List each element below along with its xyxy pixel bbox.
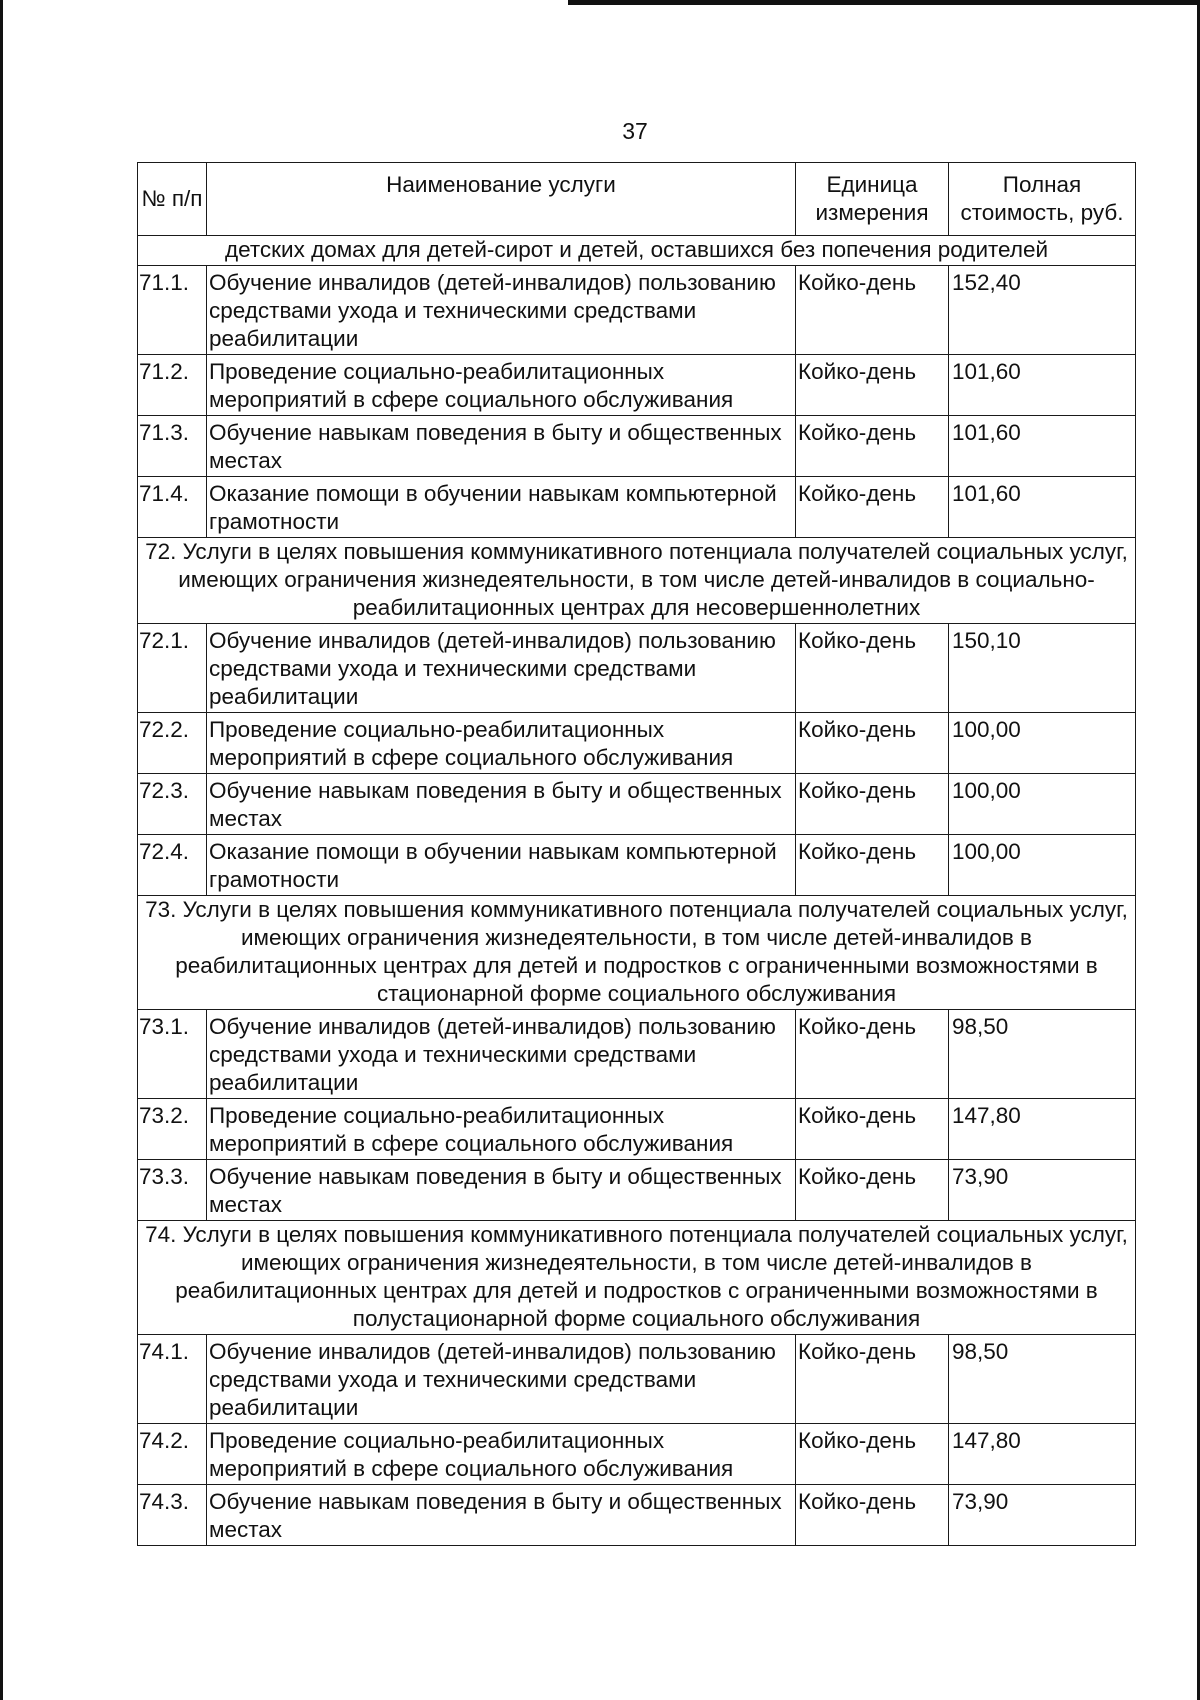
service-name: Проведение социально-реабилитационных мероприятий в сфере социального обслуживания (207, 713, 796, 774)
services-price-table (137, 162, 1136, 1546)
service-number: 73.2. (138, 1099, 207, 1160)
service-number: 72.4. (138, 835, 207, 896)
service-number: 74.3. (138, 1485, 207, 1546)
table-body (138, 236, 1136, 1546)
full-cost: 98,50 (949, 1010, 1136, 1099)
table-row (138, 713, 1136, 774)
service-name: Оказание помощи в обучении навыкам компьютерной грамотности (207, 835, 796, 896)
service-name: Проведение социально-реабилитационных мероприятий в сфере социального обслуживания (207, 1424, 796, 1485)
service-name: Обучение навыкам поведения в быту и общественных местах (207, 1160, 796, 1221)
service-number: 72.2. (138, 713, 207, 774)
service-name: Обучение навыкам поведения в быту и общественных местах (207, 774, 796, 835)
service-name: Обучение инвалидов (детей-инвалидов) пользованию средствами ухода и техническими средствами реабилитации (207, 266, 796, 355)
service-number: 74.2. (138, 1424, 207, 1485)
header-num: № п/п (138, 163, 207, 236)
section-row (138, 538, 1136, 624)
table-row (138, 477, 1136, 538)
header-name: Наименование услуги (207, 163, 796, 236)
section-heading: 73. Услуги в целях повышения коммуникативного потенциала получателей социальных услуг, имеющих ограничения жизнедеятельности, в том числе детей-инвалидов в реабилитационных центрах для детей и подростков с ограниченными возможностями в стационарной форме социального обслуживания (138, 896, 1136, 1010)
table-header-row (138, 163, 1136, 236)
unit-of-measure: Койко-день (796, 624, 949, 713)
service-number: 73.3. (138, 1160, 207, 1221)
table-row (138, 835, 1136, 896)
service-number: 72.1. (138, 624, 207, 713)
unit-of-measure: Койко-день (796, 1010, 949, 1099)
full-cost: 101,60 (949, 355, 1136, 416)
full-cost: 101,60 (949, 477, 1136, 538)
scan-edge-left (0, 0, 3, 1700)
service-name: Оказание помощи в обучении навыкам компьютерной грамотности (207, 477, 796, 538)
full-cost: 100,00 (949, 713, 1136, 774)
unit-of-measure: Койко-день (796, 355, 949, 416)
service-number: 71.1. (138, 266, 207, 355)
full-cost: 100,00 (949, 835, 1136, 896)
section-heading: детских домах для детей-сирот и детей, оставшихся без попечения родителей (138, 236, 1136, 266)
unit-of-measure: Койко-день (796, 774, 949, 835)
unit-of-measure: Койко-день (796, 835, 949, 896)
unit-of-measure: Койко-день (796, 1485, 949, 1546)
page-number: 37 (622, 118, 648, 144)
service-number: 73.1. (138, 1010, 207, 1099)
service-number: 71.2. (138, 355, 207, 416)
service-name: Обучение инвалидов (детей-инвалидов) пользованию средствами ухода и техническими средствами реабилитации (207, 1335, 796, 1424)
service-name: Обучение навыкам поведения в быту и общественных местах (207, 1485, 796, 1546)
table-row (138, 266, 1136, 355)
service-number: 71.4. (138, 477, 207, 538)
unit-of-measure: Койко-день (796, 1424, 949, 1485)
section-heading: 72. Услуги в целях повышения коммуникативного потенциала получателей социальных услуг, имеющих ограничения жизнедеятельности, в том числе детей-инвалидов в социально-реабилитационных центрах для несовершеннолетних (138, 538, 1136, 624)
unit-of-measure: Койко-день (796, 1099, 949, 1160)
table-row (138, 1010, 1136, 1099)
table-row (138, 624, 1136, 713)
full-cost: 152,40 (949, 266, 1136, 355)
full-cost: 100,00 (949, 774, 1136, 835)
section-row (138, 236, 1136, 266)
header-price: Полная стоимость, руб. (949, 163, 1136, 236)
unit-of-measure: Койко-день (796, 416, 949, 477)
table-row (138, 1099, 1136, 1160)
full-cost: 73,90 (949, 1485, 1136, 1546)
full-cost: 147,80 (949, 1099, 1136, 1160)
table-row (138, 774, 1136, 835)
service-name: Обучение инвалидов (детей-инвалидов) пользованию средствами ухода и техническими средствами реабилитации (207, 1010, 796, 1099)
service-name: Проведение социально-реабилитационных мероприятий в сфере социального обслуживания (207, 1099, 796, 1160)
service-number: 71.3. (138, 416, 207, 477)
service-name: Проведение социально-реабилитационных мероприятий в сфере социального обслуживания (207, 355, 796, 416)
service-number: 74.1. (138, 1335, 207, 1424)
full-cost: 73,90 (949, 1160, 1136, 1221)
unit-of-measure: Койко-день (796, 1335, 949, 1424)
full-cost: 101,60 (949, 416, 1136, 477)
section-row (138, 896, 1136, 1010)
full-cost: 150,10 (949, 624, 1136, 713)
service-name: Обучение инвалидов (детей-инвалидов) пользованию средствами ухода и техническими средствами реабилитации (207, 624, 796, 713)
full-cost: 98,50 (949, 1335, 1136, 1424)
section-row (138, 1221, 1136, 1335)
unit-of-measure: Койко-день (796, 1160, 949, 1221)
table-row (138, 1335, 1136, 1424)
service-number: 72.3. (138, 774, 207, 835)
service-name: Обучение навыкам поведения в быту и общественных местах (207, 416, 796, 477)
table-row (138, 1424, 1136, 1485)
section-heading: 74. Услуги в целях повышения коммуникативного потенциала получателей социальных услуг, имеющих ограничения жизнедеятельности, в том числе детей-инвалидов в реабилитационных центрах для детей и подростков с ограниченными возможностями в полустационарной форме социального обслуживания (138, 1221, 1136, 1335)
unit-of-measure: Койко-день (796, 713, 949, 774)
table-row (138, 416, 1136, 477)
header-unit: Единица измерения (796, 163, 949, 236)
table-row (138, 1485, 1136, 1546)
table-row (138, 1160, 1136, 1221)
full-cost: 147,80 (949, 1424, 1136, 1485)
table-row (138, 355, 1136, 416)
unit-of-measure: Койко-день (796, 477, 949, 538)
unit-of-measure: Койко-день (796, 266, 949, 355)
scan-edge-top (568, 0, 1200, 5)
